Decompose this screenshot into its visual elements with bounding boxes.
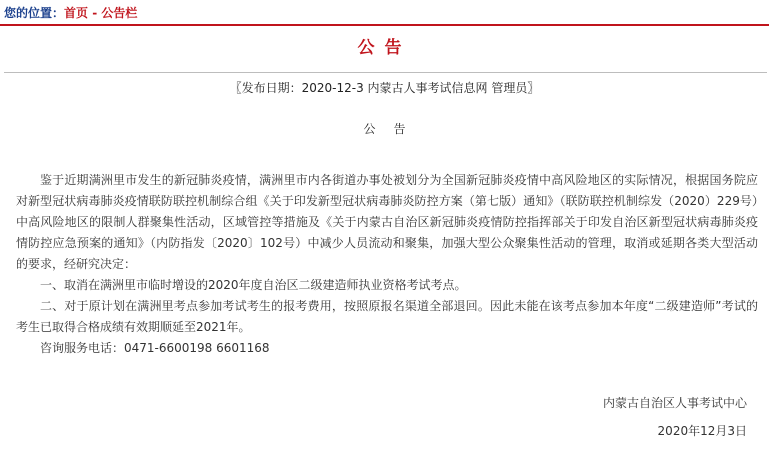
paragraph-contact: 咨询服务电话：0471-6600198 6601168	[40, 341, 270, 355]
paragraph-intro: 鉴于近期满洲里市发生的新冠肺炎疫情，满洲里市内各街道办事处被划分为全国新冠肺炎疫情中高风险地区的实际情况，根据国务院应对新型冠状病毒肺炎疫情联防联控机制综合组《关于印发新型冠状病毒肺炎防控方案（第七版）通知》（联防联控机制综发（2020）229号）中高风险地区的限制人群聚集性活动，区域管控等措施及《关于内蒙古自治区新冠肺炎疫情防控指挥部关于印发自治区新型冠状病毒肺炎疫情防控应急预案的通知》（内防指发〔2020〕102号）中减少人员流动和聚集，加强大型公众聚集性活动的管理，取消或延期各类大型活动的要求，经研究决定：	[16, 173, 758, 271]
article-subtitle: 公告	[363, 122, 424, 136]
publish-meta: 〖发布日期：2020-12-3 内蒙古人事考试信息网 管理员〗	[229, 81, 540, 95]
paragraph-item-2: 二、对于原计划在满洲里考点参加考试考生的报考费用，按照原报名渠道全部退回。因此未能在该考点参加本年度“二级建造师”考试的考生已取得合格成绩有效期顺延至2021年。	[16, 299, 758, 334]
signature-date: 2020年12月3日	[657, 424, 747, 438]
header-divider	[0, 24, 769, 26]
signature-org: 内蒙古自治区人事考试中心	[602, 396, 747, 410]
breadcrumb	[4, 4, 137, 22]
breadcrumb-separator: -	[88, 6, 102, 20]
title-divider	[4, 72, 767, 73]
breadcrumb-home-link[interactable]: 首页	[64, 6, 89, 20]
paragraph-item-1: 一、取消在满洲里市临时增设的2020年度自治区二级建造师执业资格考试考点。	[40, 278, 467, 292]
breadcrumb-label: 您的位置：	[4, 6, 65, 20]
breadcrumb-current-link[interactable]: 公告栏	[101, 6, 138, 20]
article-body	[16, 170, 758, 359]
page-title: 公告	[357, 38, 412, 58]
